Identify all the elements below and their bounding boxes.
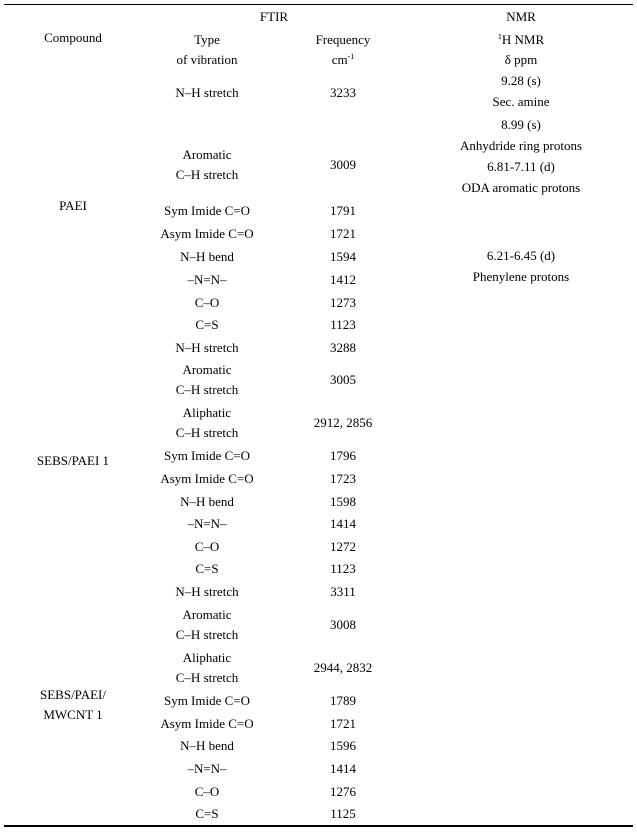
hnmr-label: H NMR	[501, 32, 545, 47]
ftir-header: FTIR	[259, 9, 289, 24]
vibration-type: Sym Imide C=O	[163, 203, 251, 218]
ppm-header: δ ppm	[504, 52, 538, 67]
frequency-value: 1594	[330, 249, 356, 264]
frequency-value: 1412	[330, 272, 356, 287]
compound-name: SEBS/PAEI 1	[36, 453, 110, 468]
vibration-type: Aromatic	[182, 147, 232, 162]
frequency-value: 1276	[330, 784, 356, 799]
vibration-type: Asym Imide C=O	[160, 226, 254, 241]
frequency-value: 2944, 2832	[313, 660, 373, 675]
frequency-value: 1598	[330, 494, 356, 509]
frequency-value: 1414	[330, 761, 356, 776]
vibration-type: Aliphatic	[182, 650, 232, 665]
vibration-type: –N=N–	[187, 761, 227, 776]
vibration-type: N–H bend	[180, 249, 234, 264]
compound-header: Compound	[44, 30, 102, 45]
vibration-type: Aromatic	[182, 607, 232, 622]
frequency-unit-base: cm	[331, 52, 348, 67]
frequency-value: 3005	[330, 372, 356, 387]
frequency-value: 1125	[330, 806, 356, 821]
frequency-value: 1796	[330, 448, 356, 463]
frequency-value: 3311	[330, 584, 356, 599]
type-header-line2: of vibration	[176, 52, 238, 67]
nmr-entry: Anhydride ring protons	[459, 138, 583, 153]
nmr-entry: 6.21-6.45 (d)	[486, 248, 556, 263]
vibration-type: N–H stretch	[175, 85, 239, 100]
bottom-rule	[4, 825, 633, 827]
hnmr-header	[410, 30, 632, 50]
frequency-value: 1723	[330, 471, 356, 486]
vibration-type: C–H stretch	[175, 167, 239, 182]
vibration-type: C–O	[194, 539, 220, 554]
vibration-type: N–H stretch	[175, 584, 239, 599]
vibration-type: Sym Imide C=O	[163, 693, 251, 708]
frequency-value: 3288	[330, 340, 356, 355]
hnmr-superscript: 1	[497, 32, 502, 41]
vibration-type: C=S	[195, 806, 219, 821]
frequency-value: 2912, 2856	[313, 415, 373, 430]
frequency-value: 1273	[330, 295, 356, 310]
frequency-value: 1721	[330, 716, 356, 731]
vibration-type: Aromatic	[182, 362, 232, 377]
frequency-value: 1789	[330, 693, 356, 708]
top-rule	[4, 4, 633, 5]
vibration-type: C–H stretch	[175, 425, 239, 440]
vibration-type: N–H stretch	[175, 340, 239, 355]
nmr-entry: Sec. amine	[492, 94, 550, 109]
vibration-type: C–O	[194, 784, 220, 799]
nmr-entry: 8.99 (s)	[501, 117, 541, 132]
frequency-header: Frequency	[315, 32, 371, 47]
vibration-type: C–H stretch	[175, 382, 239, 397]
vibration-type: –N=N–	[187, 272, 227, 287]
vibration-type: C–O	[194, 295, 220, 310]
frequency-value: 1791	[330, 203, 356, 218]
nmr-entry: Phenylene protons	[472, 269, 570, 284]
nmr-entry: ODA aromatic protons	[461, 180, 581, 195]
frequency-value: 1721	[330, 226, 356, 241]
frequency-value: 3009	[330, 157, 356, 172]
type-header-line1: Type	[194, 32, 220, 47]
compound-name: SEBS/PAEI/	[40, 687, 106, 702]
vibration-type: Aliphatic	[182, 405, 232, 420]
frequency-value: 1414	[330, 516, 356, 531]
frequency-value: 1123	[330, 317, 356, 332]
vibration-type: –N=N–	[187, 516, 227, 531]
frequency-value: 3008	[330, 617, 356, 632]
vibration-type: N–H bend	[180, 494, 234, 509]
vibration-type: Asym Imide C=O	[160, 716, 254, 731]
vibration-type: N–H bend	[180, 738, 234, 753]
frequency-value: 3233	[330, 85, 356, 100]
vibration-type: C–H stretch	[175, 627, 239, 642]
frequency-unit-exponent: -1	[347, 52, 355, 61]
vibration-type: C–H stretch	[175, 670, 239, 685]
frequency-unit	[276, 50, 410, 70]
vibration-type: Sym Imide C=O	[163, 448, 251, 463]
vibration-type: Asym Imide C=O	[160, 471, 254, 486]
nmr-entry: 9.28 (s)	[501, 73, 541, 88]
nmr-entry: 6.81-7.11 (d)	[487, 159, 555, 174]
frequency-value: 1272	[330, 539, 356, 554]
frequency-value: 1123	[330, 561, 356, 576]
vibration-type: C=S	[195, 317, 219, 332]
compound-name: MWCNT 1	[43, 707, 103, 722]
vibration-type: C=S	[195, 561, 219, 576]
compound-name: PAEI	[59, 198, 87, 213]
frequency-value: 1596	[330, 738, 356, 753]
nmr-header: NMR	[506, 9, 536, 24]
